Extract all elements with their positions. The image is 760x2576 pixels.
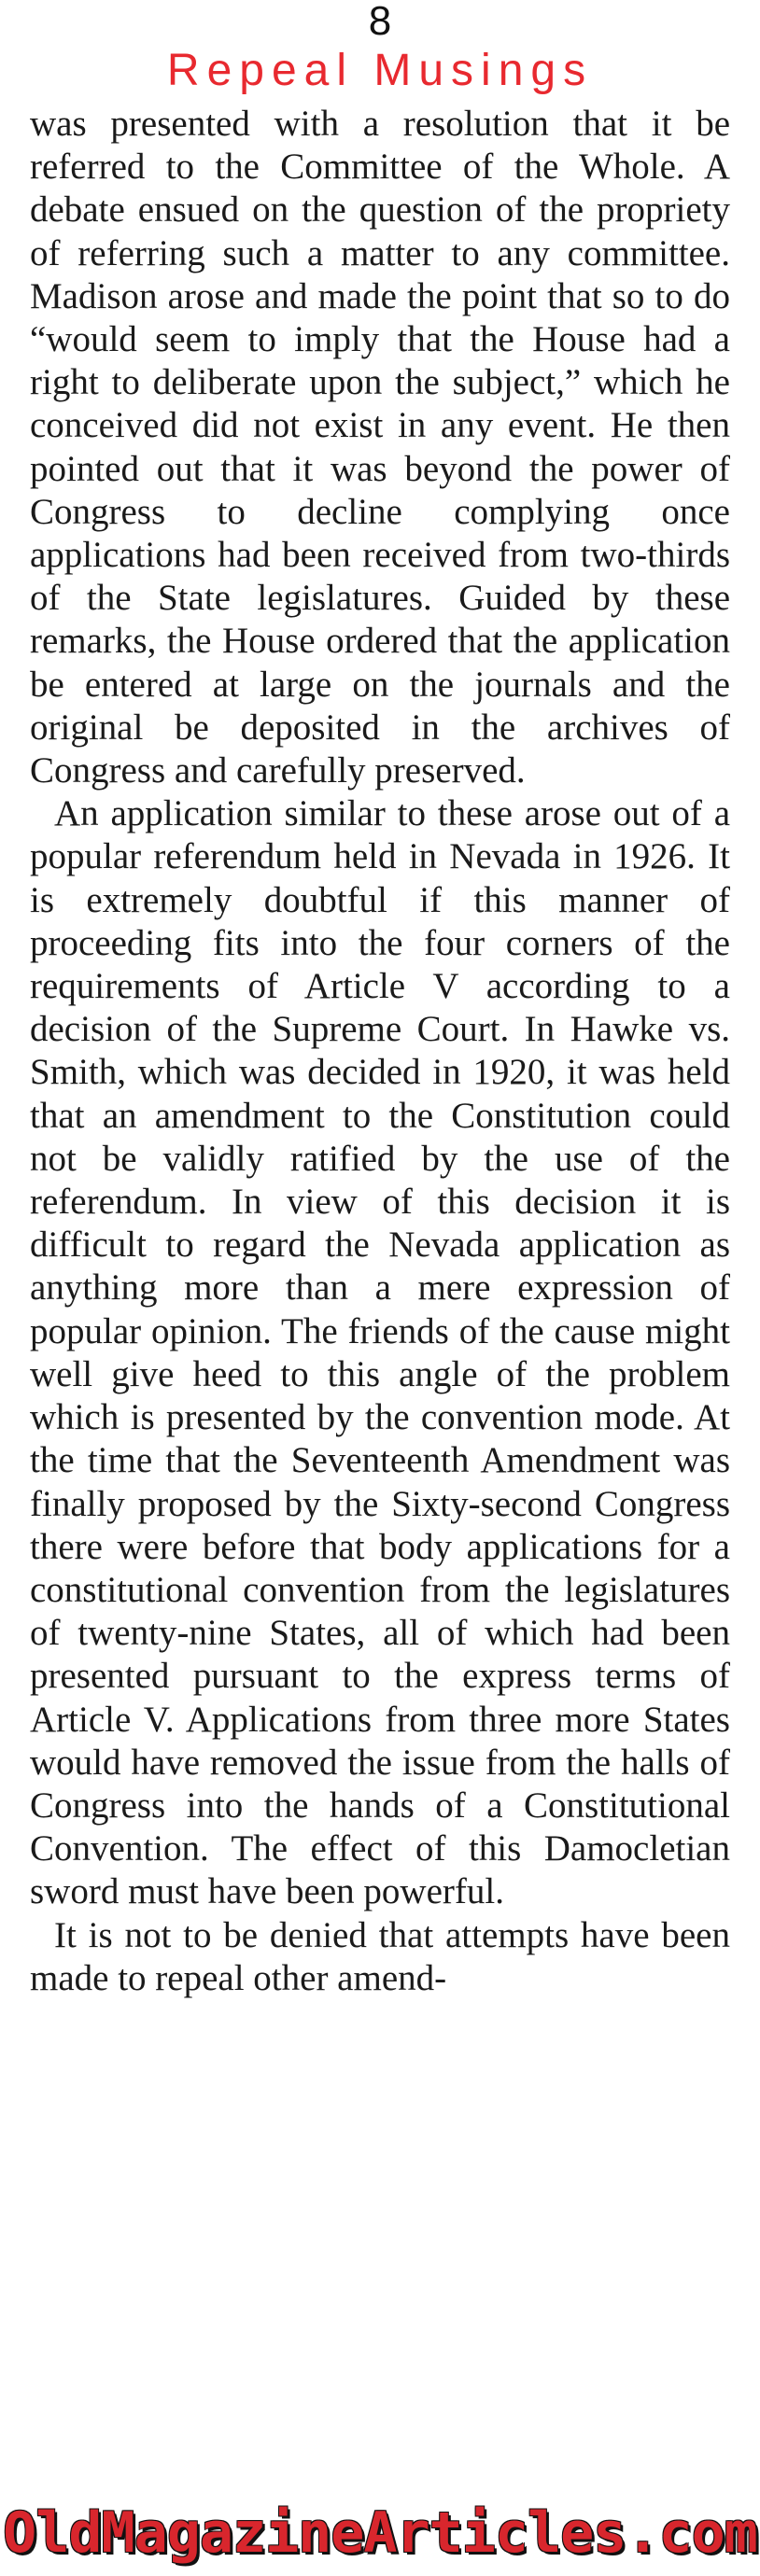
paragraph-2: An application similar to these arose out of a popular referendum held in Nevada in 1926. It is extremely doubtful if this manner of proceeding fits into the four corners of the requirements of Article V according to a decision of the Supreme Court. In Hawke vs. Smith, which was decided in 1920, it was held that an amendment to the Constitution could not be validly ratified by the use of the referendum. In view of this decision it is difficult to regard the Nevada application as anything more than a mere expression of popular opinion. The friends of the cause might well give heed to this angle of the problem which is presented by the convention mode. At the time that the Seventeenth Amendment was finally proposed by the Sixty-second Congress there were before that body applications for a constitutional convention from the legislatures of twenty-nine States, all of which had been presented pursuant to the express terms of Article V. Applications from three more States would have removed the issue from the halls of Congress into the hands of a Constitutional Convention. The effect of this Damocletian sword must have been powerful. <box>30 793 730 1912</box>
paragraph-3: It is not to be denied that attempts have been made to repeal other amend- <box>30 1914 730 1998</box>
paragraph-1: was presented with a resolution that it be referred to the Committee of the Whole. A debate ensued on the question of the propriety of referring such a matter to any committee. Madison arose and made the point that so to do “would seem to imply that the House had a right to deliberate upon the subject,” which he conceived did not exist in any event. He then pointed out that it was beyond the power of Congress to decline complying once applications had been received from two-thirds of the State legislatures. Guided by these remarks, the House ordered that the application be entered at large on the journals and the original be deposited in the archives of Congress and carefully preserved. <box>30 104 730 791</box>
section-header: Repeal Musings <box>166 46 594 95</box>
article-body <box>30 103 730 2000</box>
page-number: 8 <box>368 0 392 44</box>
watermark-banner: OldMagazineArticles.com <box>0 2490 760 2576</box>
